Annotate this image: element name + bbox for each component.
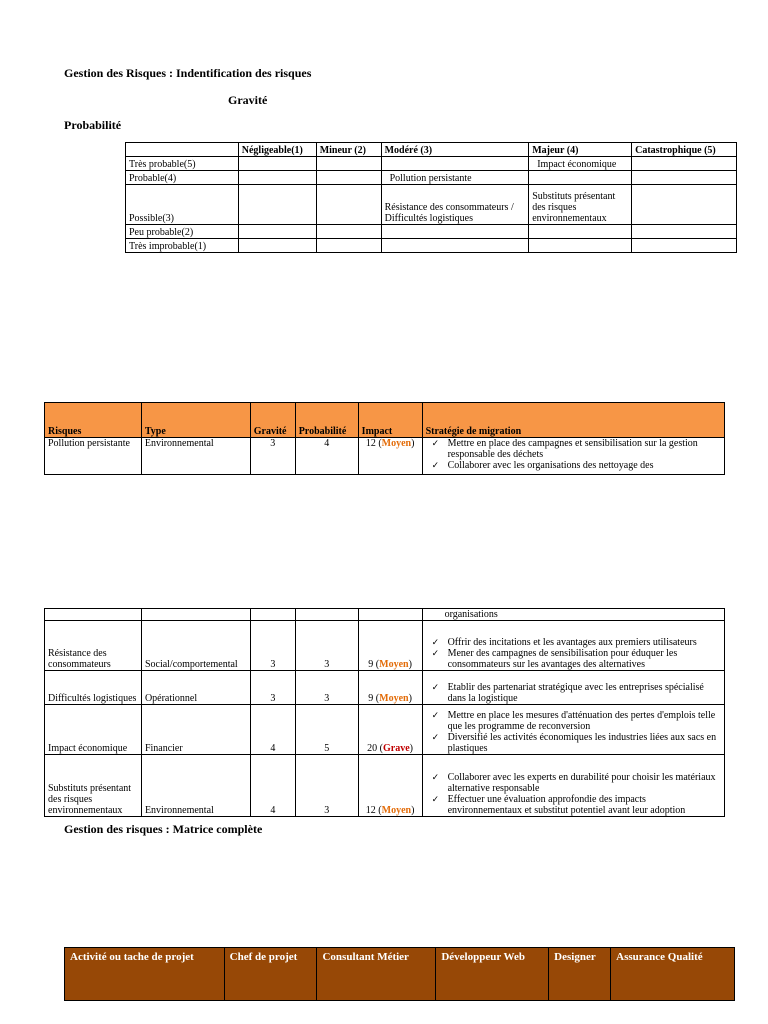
empty-cell: [295, 609, 358, 621]
risk-matrix: [125, 142, 737, 253]
impact-level: Moyen: [381, 438, 412, 449]
matrix-cell: Pollution persistante: [381, 171, 529, 185]
matrix-cell: [238, 157, 316, 171]
matrix-row: [126, 225, 737, 239]
document-title: Gestion des Risques : Indentification des risques: [64, 66, 312, 80]
matrix-cell: [381, 239, 529, 253]
risk-name: Substituts présentant des risques environnementaux: [45, 755, 142, 817]
matrix-row: [126, 185, 737, 225]
risk-gravity: 3: [250, 621, 295, 671]
table-row: [45, 755, 725, 817]
probability-label: Probabilité: [64, 118, 122, 132]
risk-strategy: [422, 438, 724, 475]
gravity-label: Gravité: [228, 93, 268, 107]
risk-probability: 4: [295, 438, 358, 475]
matrix-header-cell: [126, 143, 239, 157]
risk-header-cell: Impact: [358, 403, 422, 438]
impact-number: 12: [365, 805, 376, 816]
impact-number: 9: [368, 659, 374, 670]
matrix-cell: [316, 171, 381, 185]
empty-cell: [358, 609, 422, 621]
matrix-cell: [238, 171, 316, 185]
impact-level: Moyen: [379, 659, 409, 670]
roles-header-cell: Chef de projet: [224, 948, 317, 1001]
risk-name: Difficultés logistiques: [45, 671, 142, 705]
risk-strategy: [422, 671, 724, 705]
roles-header-cell: Développeur Web: [436, 948, 549, 1001]
matrix-cell: [238, 185, 316, 225]
strategy-item: ✓ Effectuer une évaluation approfondie des impacts environnementaux et substitut potentiel avant leur adoption: [426, 794, 721, 816]
matrix-cell: Résistance des consommateurs / Difficultés logistiques: [381, 185, 529, 225]
risk-header-cell: Risques: [45, 403, 142, 438]
matrix-cell: [238, 225, 316, 239]
risk-header-cell: Stratégie de migration: [422, 403, 724, 438]
risk-type: Financier: [141, 705, 250, 755]
risk-strategy: [422, 621, 724, 671]
matrix-cell: [316, 239, 381, 253]
matrix-cell: [316, 185, 381, 225]
risk-header-cell: Probabilité: [295, 403, 358, 438]
roles-header-row: [65, 948, 735, 1001]
strategy-item: ✓ Offrir des incitations et les avantages aux premiers utilisateurs: [426, 637, 721, 648]
risk-probability: 3: [295, 671, 358, 705]
matrix-cell: [529, 171, 632, 185]
matrix-cell: [238, 239, 316, 253]
table-row: [45, 671, 725, 705]
matrix-cell: Substituts présentant des risques environnementaux: [529, 185, 632, 225]
matrix-cell: [632, 225, 737, 239]
impact-level: Moyen: [379, 693, 409, 704]
risk-header-cell: Gravité: [250, 403, 295, 438]
risk-type: Social/comportemental: [141, 621, 250, 671]
risk-register-table: [44, 402, 725, 475]
impact-level: Moyen: [381, 805, 412, 816]
matrix-cell: [632, 185, 737, 225]
roles-header-cell: Activité ou tache de projet: [65, 948, 225, 1001]
risk-probability: 3: [295, 621, 358, 671]
matrix-header-cell: Catastrophique (5): [632, 143, 737, 157]
risk-gravity: 4: [250, 705, 295, 755]
roles-header-cell: Consultant Métier: [317, 948, 436, 1001]
matrix-row-label: Très improbable(1): [126, 239, 239, 253]
risk-strategy: [422, 755, 724, 817]
roles-header-cell: Designer: [549, 948, 611, 1001]
matrix-cell: [316, 225, 381, 239]
strategy-item: ✓ Diversifié les activités économiques les industries liées aux sacs en plastiques: [426, 732, 721, 754]
strategy-continuation: organisations: [422, 609, 724, 621]
matrix-cell: Impact économique: [529, 157, 632, 171]
empty-cell: [250, 609, 295, 621]
impact-level: Grave: [383, 743, 410, 754]
strategy-item: ✓ Collaborer avec les organisations des nettoyage des: [426, 460, 721, 471]
risk-register-continued: [44, 608, 725, 817]
risk-gravity: 3: [250, 671, 295, 705]
matrix-cell: [529, 239, 632, 253]
risk-type: Environnemental: [141, 438, 250, 475]
matrix-cell: [316, 157, 381, 171]
roles-table: [64, 947, 735, 1001]
matrix-cell: [632, 157, 737, 171]
strategy-item: ✓ Mettre en place des campagnes et sensibilisation sur la gestion responsable des déchets: [426, 438, 721, 460]
matrix-row: [126, 171, 737, 185]
matrix-row-label: Très probable(5): [126, 157, 239, 171]
empty-cell: [141, 609, 250, 621]
impact-number: 12: [365, 438, 376, 449]
strategy-item: ✓ Collaborer avec les experts en durabilité pour choisir les matériaux alternative responsable: [426, 772, 721, 794]
risk-gravity: 4: [250, 755, 295, 817]
risk-impact: 12 (Moyen): [358, 755, 422, 817]
risk-name: Résistance des consommateurs: [45, 621, 142, 671]
risk-impact: 20 (Grave): [358, 705, 422, 755]
table-row: [45, 621, 725, 671]
matrix-header-row: [126, 143, 737, 157]
matrix-row: [126, 157, 737, 171]
strategy-item: ✓ Mettre en place les mesures d'atténuation des pertes d'emplois telle que les programme de reconversion: [426, 710, 721, 732]
table-row: [45, 609, 725, 621]
risk-probability: 5: [295, 705, 358, 755]
impact-number: 9: [368, 693, 374, 704]
risk-gravity: 3: [250, 438, 295, 475]
risk-header-row: [45, 403, 725, 438]
risk-impact: 9 (Moyen): [358, 671, 422, 705]
matrix-row-label: Probable(4): [126, 171, 239, 185]
matrix-header-cell: Négligeable(1): [238, 143, 316, 157]
risk-impact: 9 (Moyen): [358, 621, 422, 671]
section-title-matrix: Gestion des risques : Matrice complète: [64, 822, 263, 836]
matrix-header-cell: Modéré (3): [381, 143, 529, 157]
strategy-item: ✓ Etablir des partenariat stratégique avec les entreprises spécialisé dans la logistique: [426, 682, 721, 704]
risk-name: Pollution persistante: [45, 438, 142, 475]
table-row: [45, 705, 725, 755]
matrix-cell: [632, 171, 737, 185]
matrix-cell: [529, 225, 632, 239]
impact-number: 20: [367, 743, 378, 754]
matrix-row-label: Possible(3): [126, 185, 239, 225]
matrix-row: [126, 239, 737, 253]
matrix-cell: [381, 225, 529, 239]
risk-header-cell: Type: [141, 403, 250, 438]
risk-name: Impact économique: [45, 705, 142, 755]
empty-cell: [45, 609, 142, 621]
matrix-header-cell: Mineur (2): [316, 143, 381, 157]
risk-strategy: [422, 705, 724, 755]
risk-impact: 12 (Moyen): [358, 438, 422, 475]
matrix-cell: [381, 157, 529, 171]
strategy-item: ✓ Mener des campagnes de sensibilisation pour éduquer les consommateurs sur les avantages des alternatives: [426, 648, 721, 670]
matrix-cell: [632, 239, 737, 253]
risk-type: Opérationnel: [141, 671, 250, 705]
matrix-row-label: Peu probable(2): [126, 225, 239, 239]
roles-header-cell: Assurance Qualité: [611, 948, 735, 1001]
matrix-header-cell: Majeur (4): [529, 143, 632, 157]
table-row: [45, 438, 725, 475]
risk-type: Environnemental: [141, 755, 250, 817]
risk-probability: 3: [295, 755, 358, 817]
